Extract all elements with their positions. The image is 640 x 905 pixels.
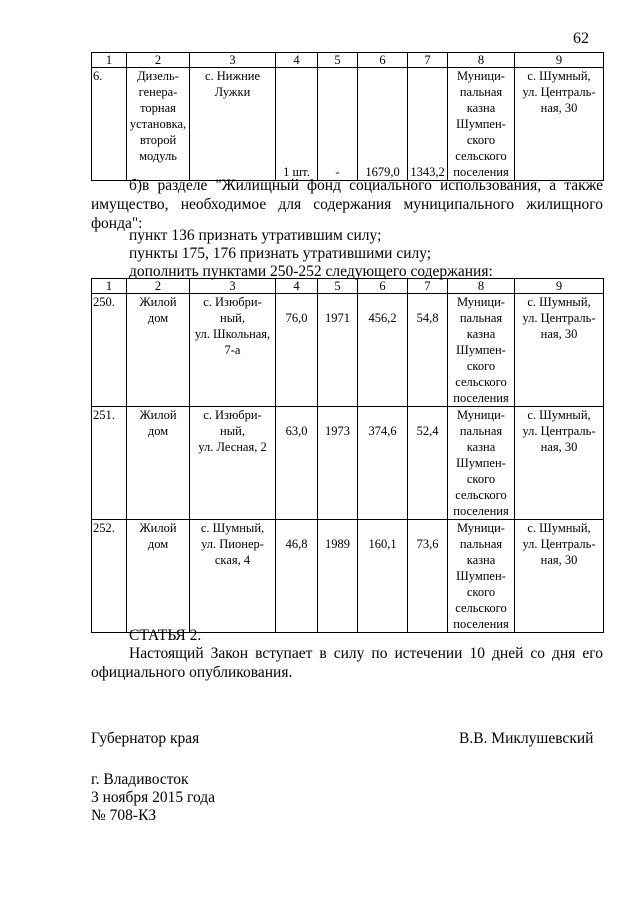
table-row: [92, 68, 604, 181]
item-col6: 456,2: [358, 294, 408, 407]
item-col7: 52,4: [408, 407, 448, 520]
col-header: 1: [92, 53, 127, 68]
points-175-176-text: пункты 175, 176 признать утратившими силу;: [129, 245, 432, 262]
row-number: 250.: [92, 294, 127, 407]
item-name: Дизель- генера- торная установка, второй модуль: [127, 68, 190, 181]
point-136-text: пункт 136 признать утратившим силу;: [129, 227, 382, 244]
col-header: 5: [318, 53, 358, 68]
item-year: 1971: [318, 294, 358, 407]
article-title: СТАТЬЯ 2.: [129, 627, 202, 644]
add-points-text: дополнить пунктами 250-252 следующего содержания:: [129, 263, 493, 280]
row-number: 251.: [92, 407, 127, 520]
table-row: [92, 294, 604, 407]
item-address: с. Изюбри- ный, ул. Лесная, 2: [190, 407, 276, 520]
item-owner: Муници- пальная казна Шумпен- ского сельского поселения: [448, 294, 515, 407]
item-owner: Муници- пальная казна Шумпен- ского сельского поселения: [448, 407, 515, 520]
col-header: 2: [127, 279, 190, 294]
item-area: 63,0: [276, 407, 318, 520]
footer-law-number: № 708-КЗ: [91, 807, 157, 824]
table-header-row: [92, 279, 604, 294]
col-header: 9: [515, 53, 604, 68]
col-header: 3: [190, 279, 276, 294]
footer-date: 3 ноября 2015 года: [91, 789, 216, 806]
col-header: 6: [358, 53, 408, 68]
table-row: [92, 407, 604, 520]
item-name: Жилой дом: [127, 520, 190, 633]
row-number: 252.: [92, 520, 127, 633]
page-number: 62: [573, 30, 589, 47]
item-col5: -: [318, 68, 358, 181]
section-b-text: б)в разделе "Жилищный фонд социального использования, а также имущество, необходимое для содержания муниципального жилищного фонда":: [91, 177, 603, 232]
item-col6: 1679,0: [358, 68, 408, 181]
col-header: 6: [358, 279, 408, 294]
item-location: с. Шумный, ул. Централь- ная, 30: [515, 407, 604, 520]
item-address: с. Изюбри- ный, ул. Школьная, 7-а: [190, 294, 276, 407]
item-location: с. Шумный, ул. Централь- ная, 30: [515, 68, 604, 181]
item-name: Жилой дом: [127, 294, 190, 407]
article-text: Настоящий Закон вступает в силу по истечении 10 дней со дня его официального опубликования.: [91, 645, 603, 681]
col-header: 8: [448, 53, 515, 68]
col-header: 4: [276, 53, 318, 68]
col-header: 9: [515, 279, 604, 294]
item-col7: 54,8: [408, 294, 448, 407]
item-year: 1973: [318, 407, 358, 520]
item-year: 1989: [318, 520, 358, 633]
col-header: 4: [276, 279, 318, 294]
signature-name: В.В. Миклушевский: [459, 730, 594, 747]
col-header: 8: [448, 279, 515, 294]
row-number: 6.: [92, 68, 127, 181]
item-owner: Муници- пальная казна Шумпен- ского сельского поселения: [448, 520, 515, 633]
item-location: с. Шумный, ул. Централь- ная, 30: [515, 294, 604, 407]
item-name: Жилой дом: [127, 407, 190, 520]
footer-city: г. Владивосток: [91, 771, 189, 788]
col-header: 5: [318, 279, 358, 294]
col-header: 1: [92, 279, 127, 294]
table-header-row: [92, 53, 604, 68]
item-col7: 1343,2: [408, 68, 448, 181]
item-col6: 160,1: [358, 520, 408, 633]
table-row: [92, 520, 604, 633]
item-owner: Муници- пальная казна Шумпен- ского сельского поселения: [448, 68, 515, 181]
item-col7: 73,6: [408, 520, 448, 633]
item-area: 76,0: [276, 294, 318, 407]
item-col6: 374,6: [358, 407, 408, 520]
col-header: 3: [190, 53, 276, 68]
col-header: 2: [127, 53, 190, 68]
item-address: с. Шумный, ул. Пионер- ская, 4: [190, 520, 276, 633]
item-quantity: 1 шт.: [276, 68, 318, 181]
item-location: с. Шумный, ул. Централь- ная, 30: [515, 520, 604, 633]
col-header: 7: [408, 279, 448, 294]
property-table-1: [91, 52, 604, 181]
item-area: 46,8: [276, 520, 318, 633]
col-header: 7: [408, 53, 448, 68]
signature-position: Губернатор края: [91, 730, 200, 747]
item-address: с. Нижние Лужки: [190, 68, 276, 181]
property-table-2: [91, 278, 604, 633]
